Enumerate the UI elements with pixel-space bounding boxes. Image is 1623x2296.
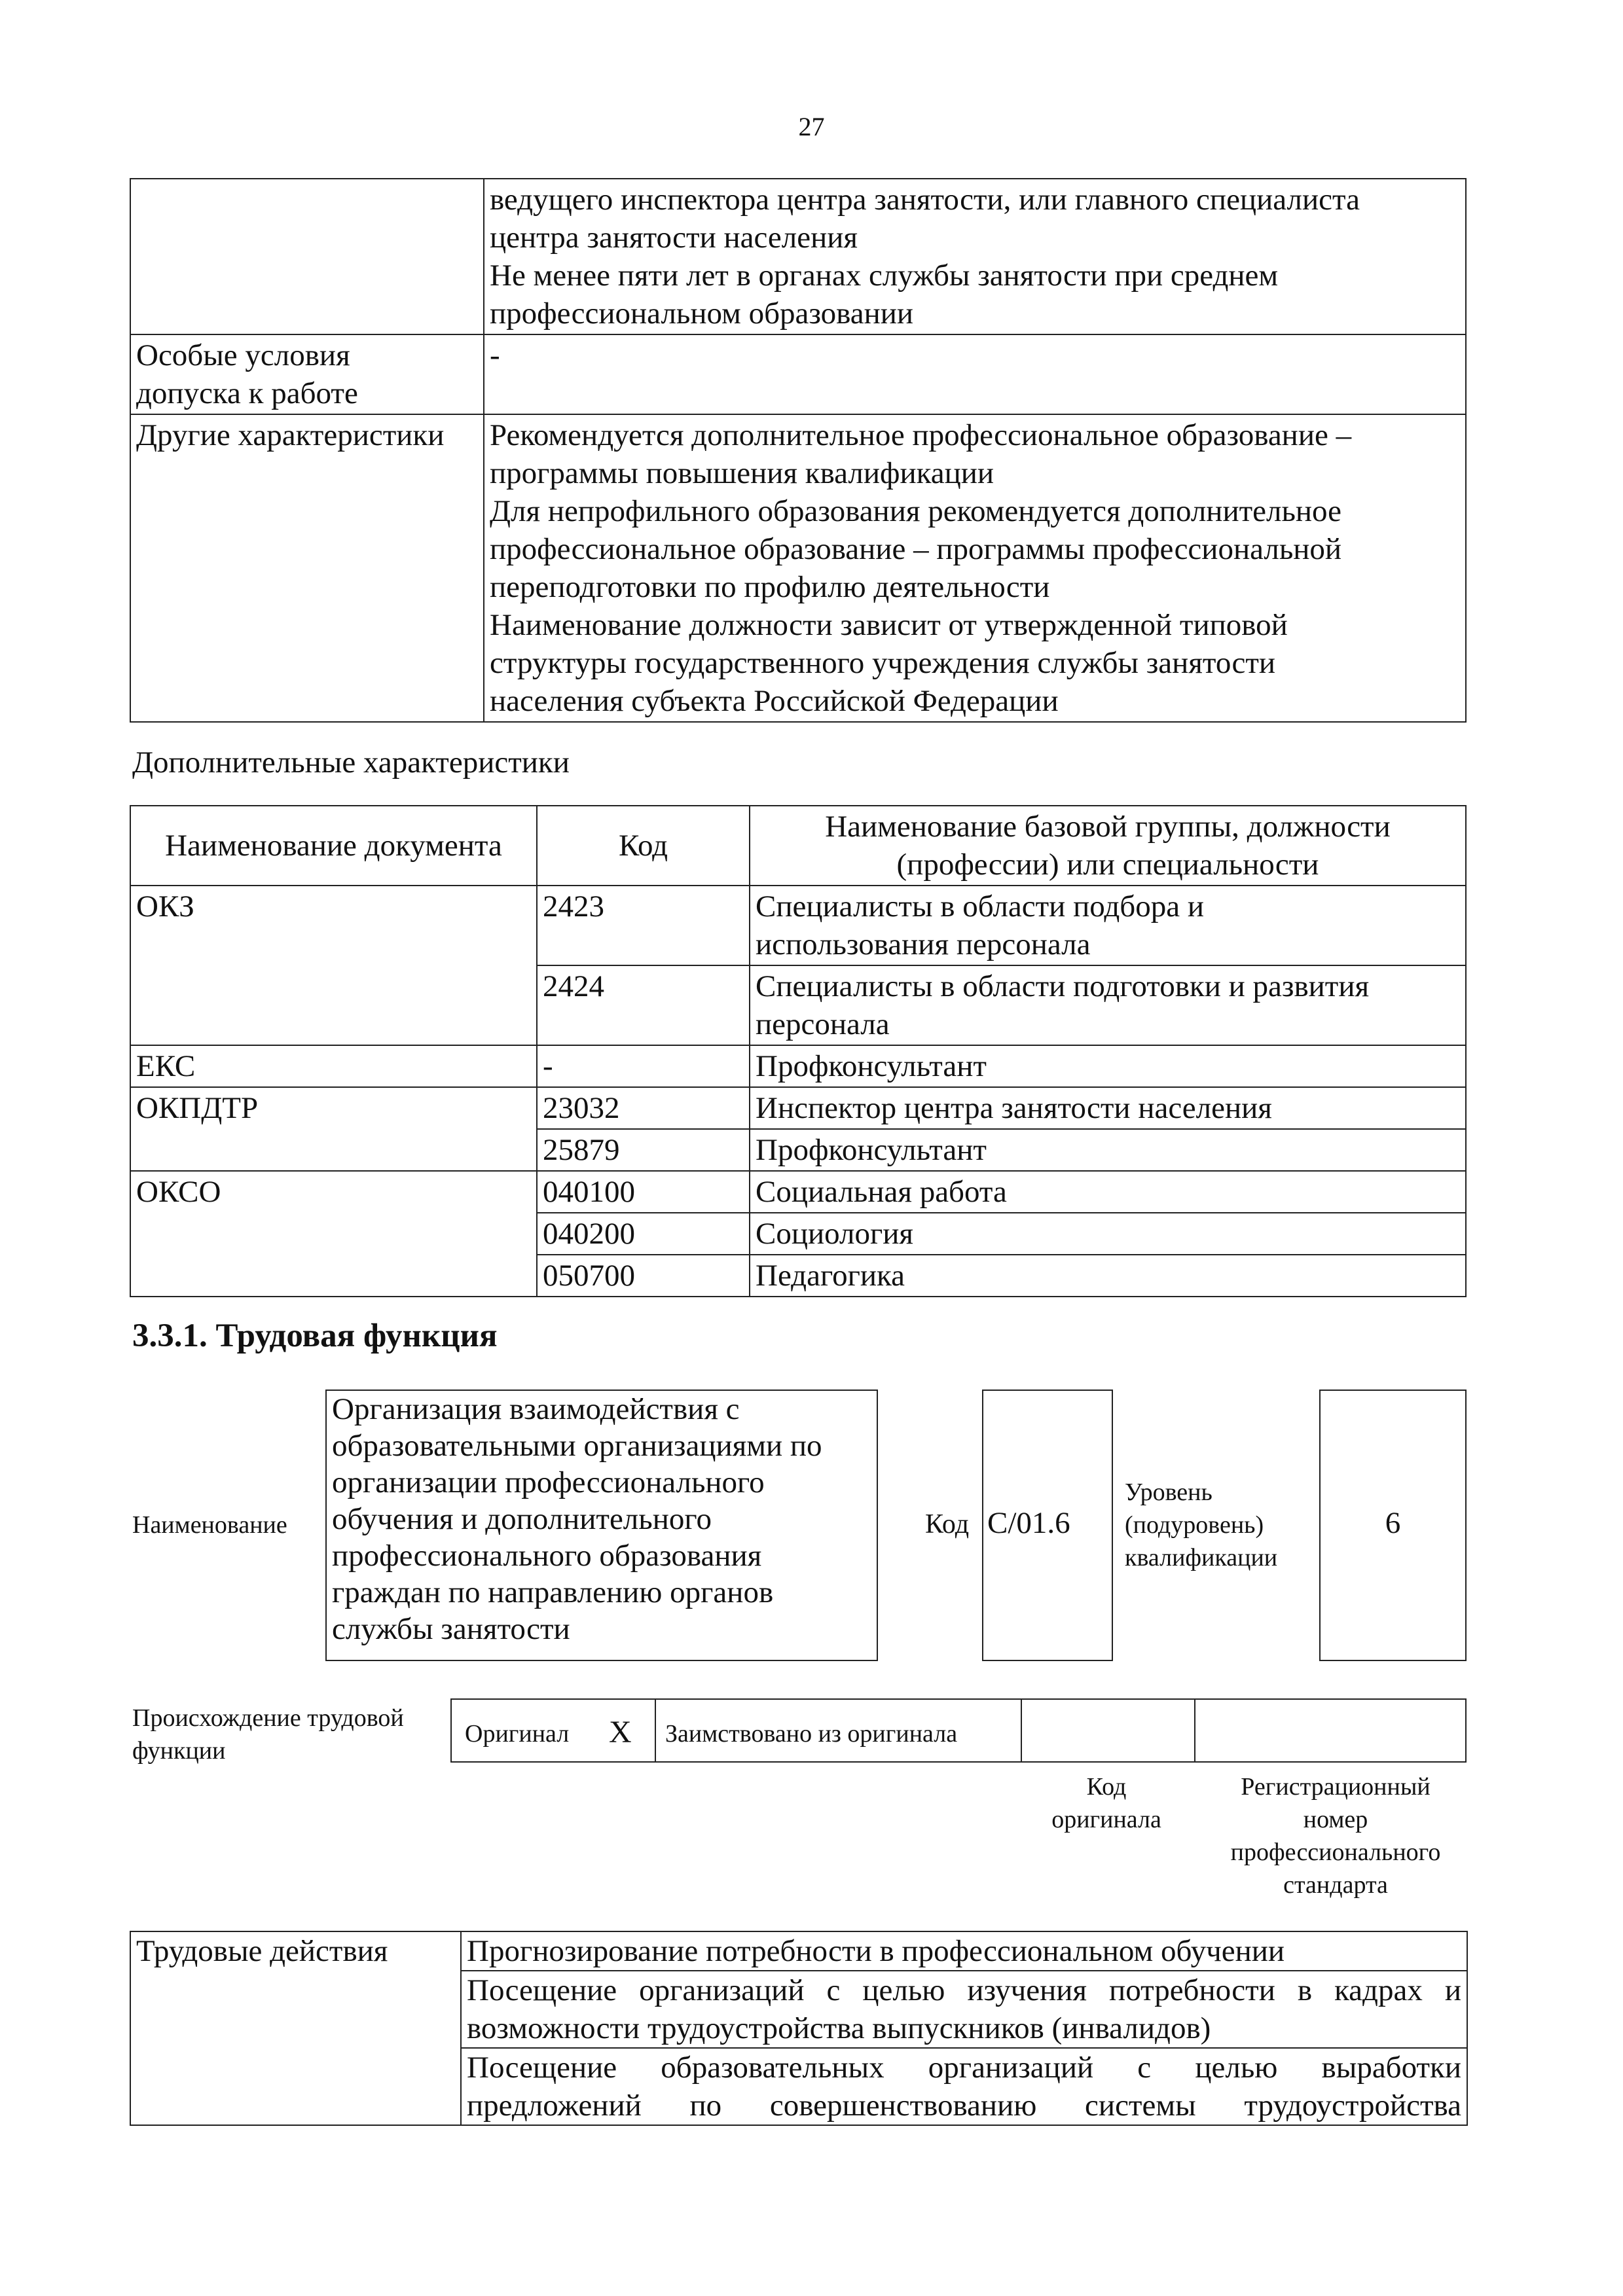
- name-cell: Инспектор центра занятости населения: [750, 1087, 1466, 1129]
- doc-cell: ОКЗ: [130, 886, 537, 1045]
- caption-line: стандарта: [1283, 1871, 1388, 1899]
- text-line: -: [490, 338, 500, 372]
- name-cell: Социология: [750, 1213, 1466, 1255]
- action-cell: [461, 2048, 1467, 2125]
- original-code-caption: [1028, 1770, 1185, 1836]
- text-line: программы повышения квалификации: [490, 456, 994, 490]
- label-line: Происхождение трудовой: [132, 1704, 404, 1732]
- table-row: [130, 179, 1466, 334]
- text-line: возможности трудоустройства выпускников (инвалидов): [467, 2011, 1211, 2045]
- requirements-table: [130, 178, 1467, 723]
- caption-line: номер: [1303, 1806, 1368, 1833]
- row-label: Другие характеристики: [136, 418, 445, 452]
- row-value-cell: [484, 334, 1466, 414]
- section-heading: 3.3.1. Трудовая функция: [132, 1318, 498, 1354]
- text-line: Прогнозирование потребности в профессиональном обучении: [467, 1934, 1285, 1968]
- action-cell: [461, 1971, 1467, 2048]
- origin-label: [132, 1702, 404, 1767]
- function-code-label: Код: [925, 1509, 970, 1539]
- text-line: предложений по совершенствованию системы трудоустройства: [467, 2089, 1461, 2123]
- text-line: переподготовки по профилю деятельности: [490, 570, 1050, 604]
- classifiers-table: [130, 805, 1467, 1297]
- label-line: Уровень: [1125, 1479, 1213, 1506]
- text-line: профессиональное образование – программы профессиональной: [490, 532, 1342, 566]
- header-cell: Код: [537, 806, 750, 886]
- code-cell: 2423: [537, 886, 750, 965]
- text-line: Не менее пяти лет в органах службы занятости при среднем: [490, 259, 1279, 293]
- labor-actions-table: [130, 1931, 1468, 2126]
- code-cell: 040200: [537, 1213, 750, 1255]
- row-label-cell: Трудовые действия: [130, 1931, 461, 2125]
- text-line: использования персонала: [756, 927, 1091, 961]
- text-line: персонала: [756, 1007, 890, 1041]
- text-line: структуры государственного учреждения службы занятости: [490, 646, 1276, 680]
- qualification-level-value: 6: [1385, 1506, 1401, 1540]
- text-line: Наименование должности зависит от утвержденной типовой: [490, 608, 1288, 642]
- action-cell: [461, 1931, 1467, 1971]
- origin-row: [450, 1698, 1467, 1763]
- page-number: 27: [798, 112, 825, 141]
- row-label-cell: [130, 179, 484, 334]
- text-line: профессиональном образовании: [490, 296, 914, 331]
- name-cell: [750, 965, 1466, 1045]
- origin-original-text: Оригинал: [465, 1720, 570, 1748]
- row-label: Особые условия: [136, 338, 350, 372]
- text-line: ведущего инспектора центра занятости, или главного специалиста: [490, 183, 1360, 217]
- text-line: образовательными организациями по: [332, 1429, 822, 1463]
- function-code-box: [982, 1390, 1113, 1661]
- row-value-cell: [484, 179, 1466, 334]
- text-line: Посещение образовательных организаций с целью выработки: [467, 2051, 1461, 2085]
- doc-cell: ОКПДТР: [130, 1087, 537, 1171]
- text-line: профессионального образования: [332, 1539, 762, 1573]
- text-line: Специалисты в области подбора и: [756, 889, 1204, 924]
- table-header-row: [130, 806, 1466, 886]
- header-line: (профессии) или специальности: [896, 848, 1319, 882]
- row-value-cell: [484, 414, 1466, 722]
- text-line: службы занятости: [332, 1612, 570, 1646]
- code-cell: 25879: [537, 1129, 750, 1171]
- name-cell: Профконсультант: [750, 1129, 1466, 1171]
- registration-number-cell: [1195, 1700, 1465, 1761]
- caption-line: Регистрационный: [1241, 1773, 1431, 1801]
- table-row: [130, 1087, 1466, 1129]
- label-line: (подуровень): [1125, 1511, 1264, 1539]
- text-line: центра занятости населения: [490, 221, 858, 255]
- table-row: [130, 1045, 1466, 1087]
- table-row: [130, 886, 1466, 965]
- name-cell: Педагогика: [750, 1255, 1466, 1297]
- doc-cell: ОКСО: [130, 1171, 537, 1297]
- label-line: функции: [132, 1737, 226, 1765]
- code-cell: 23032: [537, 1087, 750, 1129]
- text-line: Рекомендуется дополнительное профессиональное образование –: [490, 418, 1352, 452]
- row-label-cell: [130, 334, 484, 414]
- code-cell: 050700: [537, 1255, 750, 1297]
- origin-borrowed-cell: [656, 1700, 1022, 1761]
- registration-number-caption: [1211, 1770, 1460, 1901]
- name-cell: Профконсультант: [750, 1045, 1466, 1087]
- qualification-level-box: [1319, 1390, 1467, 1661]
- text-line: граждан по направлению органов: [332, 1575, 774, 1609]
- text-line: Организация взаимодействия с: [332, 1392, 740, 1426]
- section-subtitle: Дополнительные характеристики: [132, 745, 570, 780]
- table-row: [130, 1171, 1466, 1213]
- table-row: [130, 414, 1466, 722]
- qualification-level-label: [1125, 1476, 1277, 1574]
- text-line: Посещение организаций с целью изучения потребности в кадрах и: [467, 1973, 1461, 2007]
- caption-line: профессионального: [1230, 1839, 1441, 1866]
- header-cell: Наименование документа: [130, 806, 537, 886]
- row-label: допуска к работе: [136, 376, 358, 410]
- doc-cell: ЕКС: [130, 1045, 537, 1087]
- caption-line: оригинала: [1051, 1806, 1161, 1833]
- name-cell: [750, 886, 1466, 965]
- function-name-label: Наименование: [132, 1511, 287, 1539]
- text-line: обучения и дополнительного: [332, 1502, 712, 1536]
- original-code-cell: [1022, 1700, 1195, 1761]
- origin-original-cell: [452, 1700, 656, 1761]
- text-line: Специалисты в области подготовки и развития: [756, 969, 1370, 1003]
- code-cell: 040100: [537, 1171, 750, 1213]
- origin-mark: X: [609, 1715, 632, 1749]
- header-cell: [750, 806, 1466, 886]
- row-label-cell: [130, 414, 484, 722]
- table-row: [130, 1931, 1467, 1971]
- name-cell: Социальная работа: [750, 1171, 1466, 1213]
- label-line: квалификации: [1125, 1544, 1278, 1571]
- origin-borrowed-text: Заимствовано из оригинала: [665, 1720, 958, 1748]
- code-cell: -: [537, 1045, 750, 1087]
- caption-line: Код: [1086, 1773, 1127, 1801]
- text-line: Для непрофильного образования рекомендуется дополнительное: [490, 494, 1341, 528]
- text-line: организации профессионального: [332, 1465, 765, 1499]
- table-row: [130, 334, 1466, 414]
- header-line: Наименование базовой группы, должности: [825, 810, 1391, 844]
- text-line: населения субъекта Российской Федерации: [490, 684, 1059, 718]
- function-code-value: C/01.6: [987, 1506, 1070, 1540]
- code-cell: 2424: [537, 965, 750, 1045]
- function-name-box: [325, 1390, 878, 1661]
